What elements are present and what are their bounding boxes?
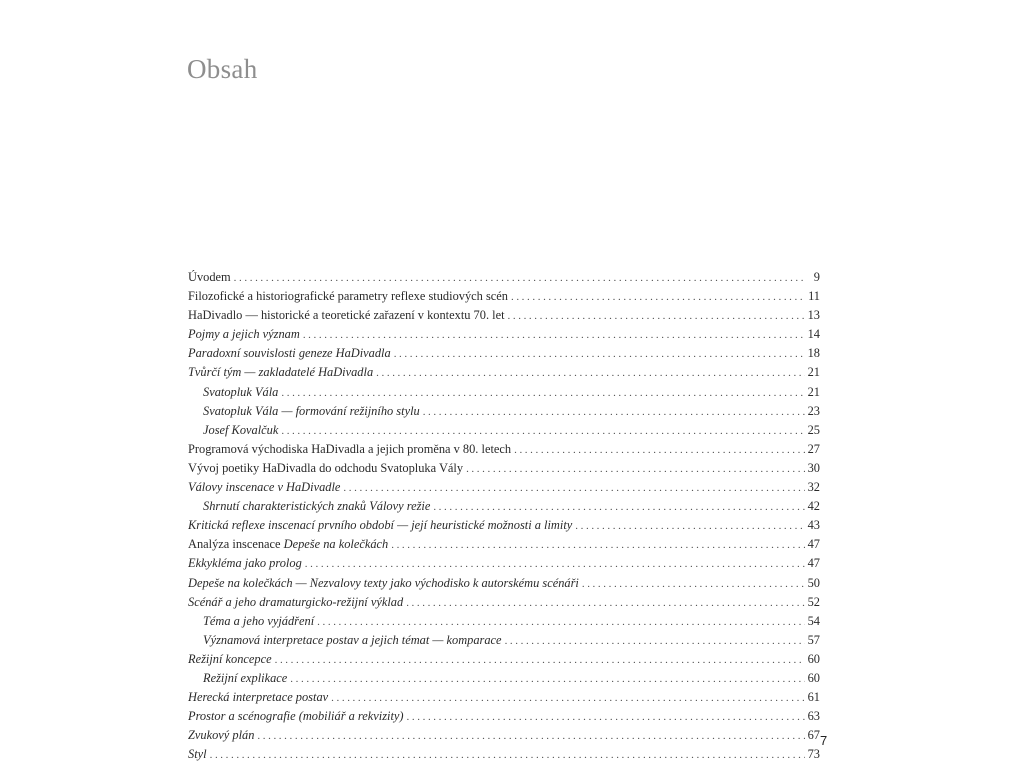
dot-leader (234, 269, 805, 287)
dot-leader (505, 632, 805, 650)
toc-page-number: 52 (807, 594, 820, 609)
toc-page-number: 73 (807, 747, 820, 762)
toc-page-number: 32 (807, 480, 820, 495)
dot-leader (394, 345, 805, 363)
dot-leader (281, 384, 804, 402)
toc-entry-title: Prostor a scénografie (mobiliář a rekvizity) (188, 709, 404, 724)
toc-page-number: 13 (807, 308, 820, 323)
toc-entry-title: Válovy inscenace v HaDivadle (188, 480, 341, 495)
toc-entry-title: Režijní koncepce (188, 651, 272, 666)
dot-leader (303, 326, 805, 344)
toc-entry (188, 593, 820, 612)
toc-entry-title: Režijní explikace (203, 670, 288, 685)
toc-page-number: 47 (807, 556, 820, 571)
toc-entry-title: Ekkykléma jako prolog (188, 556, 302, 571)
toc-page-number: 63 (807, 709, 820, 724)
toc-entry (188, 554, 820, 573)
dot-leader (466, 460, 805, 478)
dot-leader (433, 498, 804, 516)
dot-leader (281, 422, 804, 440)
toc-entry-title: HaDivadlo — historické a teoretické zařazení v kontextu 70. let (188, 308, 505, 323)
dot-leader (257, 727, 804, 745)
toc-entry (188, 363, 820, 382)
toc-entry-title (188, 535, 388, 554)
page-title: Obsah (187, 54, 258, 85)
toc-entry-title: Téma a jeho vyjádření (203, 613, 315, 628)
toc-entry (188, 325, 820, 344)
dot-leader (575, 517, 804, 535)
toc-entry-title: Vývoj poetiky HaDivadla do odchodu Svatopluka Vály (188, 460, 464, 475)
toc-entry (188, 535, 820, 554)
toc-entry-title: Depeše na kolečkách — Nezvalovy texty jako východisko k autorskému scénáři (188, 575, 579, 590)
page-number: 7 (820, 733, 828, 748)
table-of-contents (188, 268, 820, 764)
dot-leader (305, 555, 805, 573)
toc-subentry (188, 669, 820, 688)
toc-entry-title: Filozofické a historiografické parametry reflexe studiových scén (188, 289, 508, 304)
toc-entry-title: Kritická reflexe inscenací prvního období — její heuristické možnosti a limity (188, 518, 573, 533)
toc-entry (188, 745, 820, 764)
toc-subentry (188, 497, 820, 516)
dot-leader (511, 288, 805, 306)
dot-leader (407, 708, 805, 726)
toc-entry (188, 650, 820, 669)
toc-entry-title: Tvůrčí tým — zakladatelé HaDivadla (188, 365, 374, 380)
toc-entry-title: Svatopluk Vála (203, 384, 279, 399)
toc-entry-title: Scénář a jeho dramaturgicko-režijní výklad (188, 594, 404, 609)
toc-entry (188, 516, 820, 535)
toc-entry-title: Programová východiska HaDivadla a jejich proměna v 80. letech (188, 441, 512, 456)
toc-entry (188, 459, 820, 478)
toc-entry (188, 688, 820, 707)
dot-leader (406, 594, 804, 612)
toc-entry-title: Zvukový plán (188, 728, 255, 743)
toc-page-number: 50 (807, 575, 820, 590)
dot-leader (343, 479, 804, 497)
toc-page-number: 60 (807, 651, 820, 666)
dot-leader (317, 613, 804, 631)
toc-page-number: 21 (807, 384, 820, 399)
toc-entry (188, 478, 820, 497)
dot-leader (514, 441, 805, 459)
dot-leader (508, 307, 805, 325)
toc-subentry (188, 402, 820, 421)
toc-entry (188, 268, 820, 287)
toc-subentry (188, 421, 820, 440)
toc-page-number: 60 (807, 670, 820, 685)
toc-entry (188, 440, 820, 459)
toc-entry (188, 726, 820, 745)
toc-page-number: 30 (807, 460, 820, 475)
toc-entry-title: Herecká interpretace postav (188, 690, 329, 705)
toc-page-number: 9 (813, 270, 820, 284)
toc-page-number: 27 (807, 441, 820, 456)
toc-page-number: 14 (807, 327, 820, 342)
dot-leader (331, 689, 804, 707)
toc-entry (188, 287, 820, 306)
toc-page-number: 47 (807, 537, 820, 552)
toc-entry (188, 707, 820, 726)
toc-entry-title: Pojmy a jejich význam (188, 327, 300, 342)
toc-page-number: 54 (807, 613, 820, 628)
toc-page-number: 23 (807, 403, 820, 418)
toc-entry-title: Významová interpretace postav a jejich témat — komparace (203, 632, 502, 647)
toc-entry-title: Paradoxní souvislosti geneze HaDivadla (188, 346, 391, 361)
toc-subentry (188, 612, 820, 631)
toc-page-number: 61 (807, 690, 820, 705)
toc-entry-title: Svatopluk Vála — formování režijního stylu (203, 403, 420, 418)
toc-entry (188, 306, 820, 325)
toc-entry (188, 344, 820, 363)
toc-page-number: 21 (807, 365, 820, 380)
toc-page-number: 43 (807, 518, 820, 533)
toc-entry-title-plain: Analýza inscenace (188, 537, 284, 552)
dot-leader (210, 746, 805, 764)
dot-leader (582, 575, 805, 593)
toc-subentry (188, 383, 820, 402)
dot-leader (290, 670, 804, 688)
toc-entry-title: Styl (188, 747, 207, 762)
toc-entry-title-emphasis: Depeše na kolečkách (283, 537, 389, 552)
toc-page-number: 42 (807, 499, 820, 514)
toc-subentry (188, 631, 820, 650)
dot-leader (376, 364, 804, 382)
dot-leader (391, 536, 804, 554)
toc-entry-title: Josef Kovalčuk (203, 422, 279, 437)
toc-entry-title: Úvodem (188, 270, 231, 284)
toc-page-number: 25 (807, 422, 820, 437)
toc-entry (188, 574, 820, 593)
toc-page-number: 11 (808, 289, 820, 304)
toc-page-number: 18 (807, 346, 820, 361)
toc-page-number: 57 (807, 632, 820, 647)
toc-page-number: 67 (807, 728, 820, 743)
dot-leader (275, 651, 805, 669)
dot-leader (423, 403, 805, 421)
toc-entry-title: Shrnutí charakteristických znaků Válovy režie (203, 499, 431, 514)
